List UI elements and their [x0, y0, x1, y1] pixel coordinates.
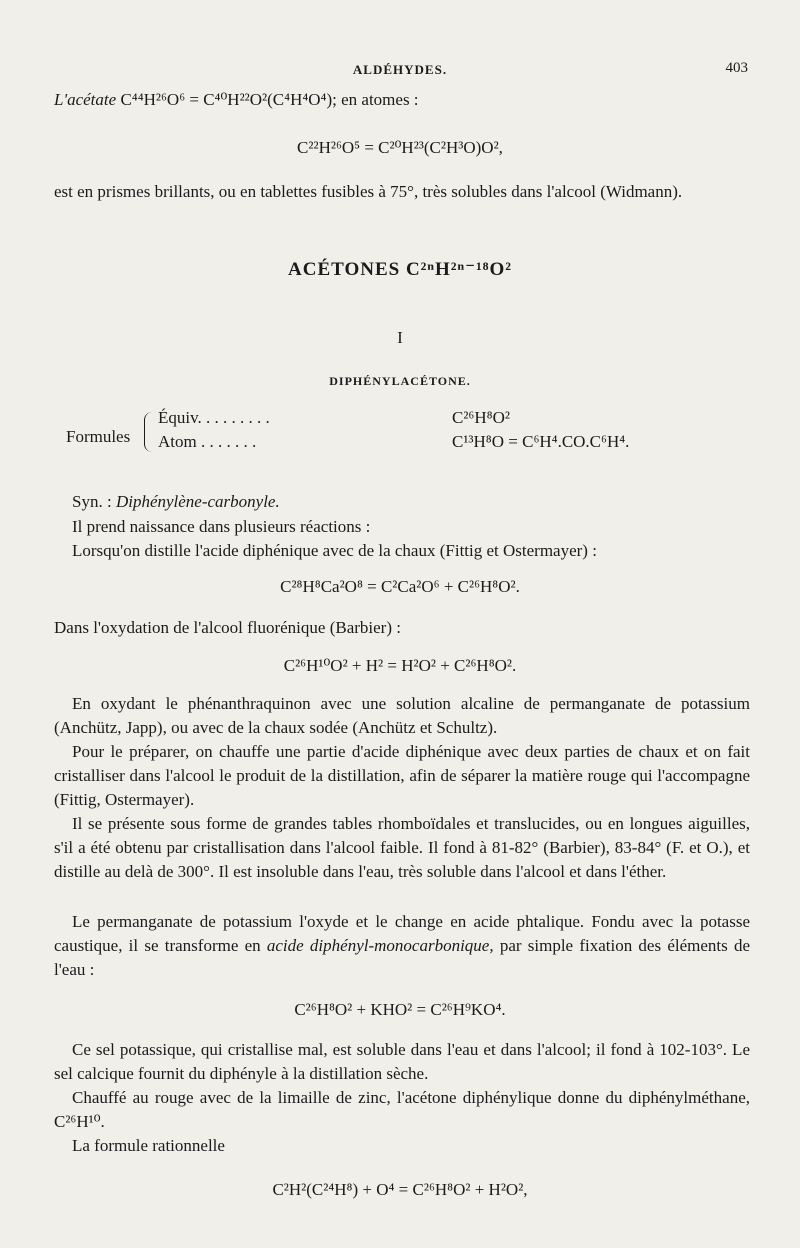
section-number: I — [397, 328, 403, 347]
formula-3: C²⁶H⁸O² + KHO² = C²⁶H⁹KO⁴. — [294, 1000, 506, 1019]
paragraph-7-end: par simple fixation des éléments de l'eau : — [54, 936, 751, 979]
acetate-line — [54, 88, 750, 112]
equiv-label: Équiv. . . . . . . . . — [158, 408, 270, 427]
formula-2: C²⁶H¹⁰O² + H² = H²O² + C²⁶H⁸O². — [283, 656, 517, 675]
paragraph-8: Ce sel potassique, qui cristallise mal, est soluble dans l'eau et dans l'alcool; il fond à 102-103°. Le sel calcique fournit du diphényle à la distillation sèche. — [54, 1040, 750, 1083]
atom-formula: C¹³H⁸O = C⁶H⁴.CO.C⁶H⁴. — [452, 432, 630, 451]
formula-1: C²⁸H⁸Ca²O⁸ = C²Ca²O⁶ + C²⁶H⁸O². — [280, 577, 520, 596]
running-header: ALDÉHYDES. — [352, 62, 448, 77]
paragraph-5: Pour le préparer, on chauffe une partie d'acide diphénique avec deux parties de chaux et on fait cristalliser dans l'alcool le produit de la distillation, afin de séparer la matière rouge qui l'accompagne (Fittig, Ostermayer). — [54, 742, 750, 809]
paragraph-9: Chauffé au rouge avec de la limaille de zinc, l'acétone diphénylique donne du diphénylméthane, C²⁶H¹⁰. — [54, 1088, 750, 1131]
paragraph-1: Il prend naissance dans plusieurs réactions : — [72, 517, 371, 536]
paragraph-7 — [54, 910, 750, 982]
synonym-prefix: Syn. : — [72, 492, 112, 511]
paragraph-4: En oxydant le phénanthraquinon avec une solution alcaline de permanganate de potassium (Anchütz, Japp), ou avec de la chaux sodée (Anchütz et Schultz). — [54, 694, 750, 737]
atom-label: Atom . . . . . . . — [158, 432, 257, 451]
equiv-formula: C²⁶H⁸O² — [452, 408, 510, 427]
synonym-name: Diphénylène-carbonyle. — [115, 492, 280, 511]
synonym-line — [54, 490, 750, 514]
formules-label: Formules — [66, 427, 131, 446]
acetate-description: est en prismes brillants, ou en tablettes fusibles à 75°, très solubles dans l'alcool (Widmann). — [54, 182, 683, 201]
paragraph-7-start: Le permanganate de potassium l'oxyde et le change en acide phtalique. Fondu avec la potasse caustique, il se transforme en — [54, 912, 750, 955]
page-number: 403 — [725, 60, 748, 76]
section-heading: ACÉTONES C²ⁿH²ⁿ⁻¹⁸O² — [288, 259, 512, 280]
compound-heading: DIPHÉNYLACÉTONE. — [329, 374, 471, 388]
paragraph-2: Lorsqu'on distille l'acide diphénique avec de la chaux (Fittig et Ostermayer) : — [72, 541, 597, 560]
paragraph-6: Il se présente sous forme de grandes tables rhomboïdales et translucides, ou en longues aiguilles, s'il a été obtenu par cristallisation dans l'alcool faible. Il fond à 81-82° (Barbier), 83-84° (F. et O.), et distille au delà de 300°. Il est insoluble dans l'eau, très soluble dans l'alcool et dans l'éther. — [54, 814, 750, 881]
acetate-label: L'acétate — [54, 90, 117, 109]
paragraph-7-italic: acide diphényl-monocarbonique, — [266, 936, 494, 955]
acetate-formula: C²²H²⁶O⁵ = C²⁰H²³(C²H³O)O², — [297, 138, 503, 157]
paragraph-10: La formule rationnelle — [72, 1136, 225, 1155]
paragraph-3: Dans l'oxydation de l'alcool fluorénique (Barbier) : — [54, 618, 401, 637]
acetate-text: C⁴⁴H²⁶O⁶ = C⁴⁰H²²O²(C⁴H⁴O⁴); en atomes : — [120, 90, 419, 109]
brace-glyph — [144, 412, 153, 452]
formula-4: C²H²(C²⁴H⁸) + O⁴ = C²⁶H⁸O² + H²O², — [272, 1180, 528, 1199]
